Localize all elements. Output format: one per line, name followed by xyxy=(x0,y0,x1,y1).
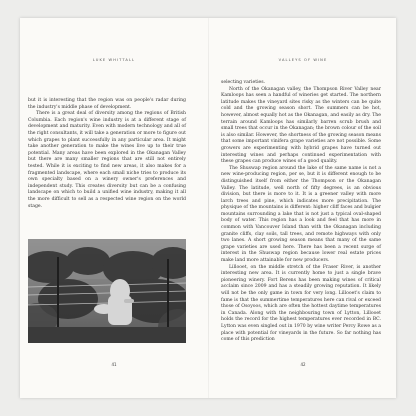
vineyard-photo-icon xyxy=(28,239,186,343)
left-page xyxy=(20,18,208,398)
right-body-text xyxy=(221,80,381,344)
left-page-number: 41 xyxy=(111,362,117,367)
right-paragraph-3: The Shuswap region around the lake of the same name is not a new wine-producing region, per se, but it is different enough to be distinguished itself from either the Thompson or the Okanagan Valley. The latitude, well north of fifty degrees, is an obvious division, but there is more to it. It is a greener valley with more larch trees and pine, which indicates more precipitation. The physique of the mountains is different: higher cliff faces and bulgier mountains surrounding a lake that is not just a typical oval-shaped body of water. This region has a look and feel that has more in common with Vancouver Island than with the Okanagan including granite cliffs, clay soils, tall trees, and remote highways with only two lanes. A short growing season means that many of the same grape varieties are used here. There has been a recent surge of interest in the Shuswap region because lower real estate prices make land more attainable for new producers. xyxy=(221,165,381,264)
right-paragraph-1: selecting varieties. xyxy=(221,80,266,85)
vineyard-photo xyxy=(28,239,186,343)
right-paragraph-2: North of the Okanagan valley, the Thompson River Valley near Kamloops has seen a handful of wineries get started. The northern latitude makes the vineyard sites risky as the winters can be quite cold and the growing season short. The summers can be hot, however, almost equally hot as the Okanagan, and easily as dry. The terrain around Kamloops has similarly barren scrub brush and small trees that occur in the Okanagan; the brown colour of the soil is also similar. However, the shortness of the growing season means that some important vinifera grape varieties are not possible. Some growers are experimenting with hybrid grapes have turned out interesting wines and perhaps continued experimentation with these grapes can produce wines of a good quality. xyxy=(221,86,381,165)
right-page-number: 42 xyxy=(300,362,306,367)
book-spread xyxy=(20,18,396,398)
left-paragraph-1: but it is interesting that the region was on people's radar during the industry's middle phase of development. xyxy=(28,98,186,110)
right-paragraph-4: Lillooet, on the middle stretch of the Fraser River, is another interesting new area. It is currently home to just a single brave pioneering winery. Fort Berens has been making wines of critical acclaim since 2009 and has a steadily growing reputation. It likely will not be the only game in town for very long. Lillooet's claim to fame is that the summertime temperatures here can rival or exceed those of Osoyoos, which are often the hottest daytime temperatures in Canada. Along with the neighbouring town of Lytton, Lillooet holds the record for the highest temperatures ever recorded in BC. Lytton was even singled out in 1970 by wine writer Percy Rowe as a place with potential for vineyards in the future. So far nothing has come of this prediction xyxy=(221,264,381,343)
right-running-head: VALLEYS OF WINE xyxy=(278,58,328,62)
left-paragraph-2: There is a great deal of diversity among the regions of British Columbia. Each region's wine industry is at a different stage of development and maturity. Even with modern technology and all of the right consultants, it will take a generation or more to figure out which grapes to plant successfully in any particular area. It might take another generation to make the wines live up to their true potential. Many areas have been explored in the Okanagan Valley but there are many smaller regions that are still not entirely tested. While it is exciting to find new areas, it also makes for a fragmented landscape, where each small niche tries to produce its own specialty based on a winery owner's preferences and independent study. This creates diversity but can be a confusing landscape on which to build a unified wine industry, making it all the more difficult to sell as a respected wine region on the world stage. xyxy=(28,111,186,209)
right-page xyxy=(209,18,397,398)
left-running-head: LUKE WHITTALL xyxy=(92,58,136,62)
left-body-text xyxy=(28,98,186,210)
